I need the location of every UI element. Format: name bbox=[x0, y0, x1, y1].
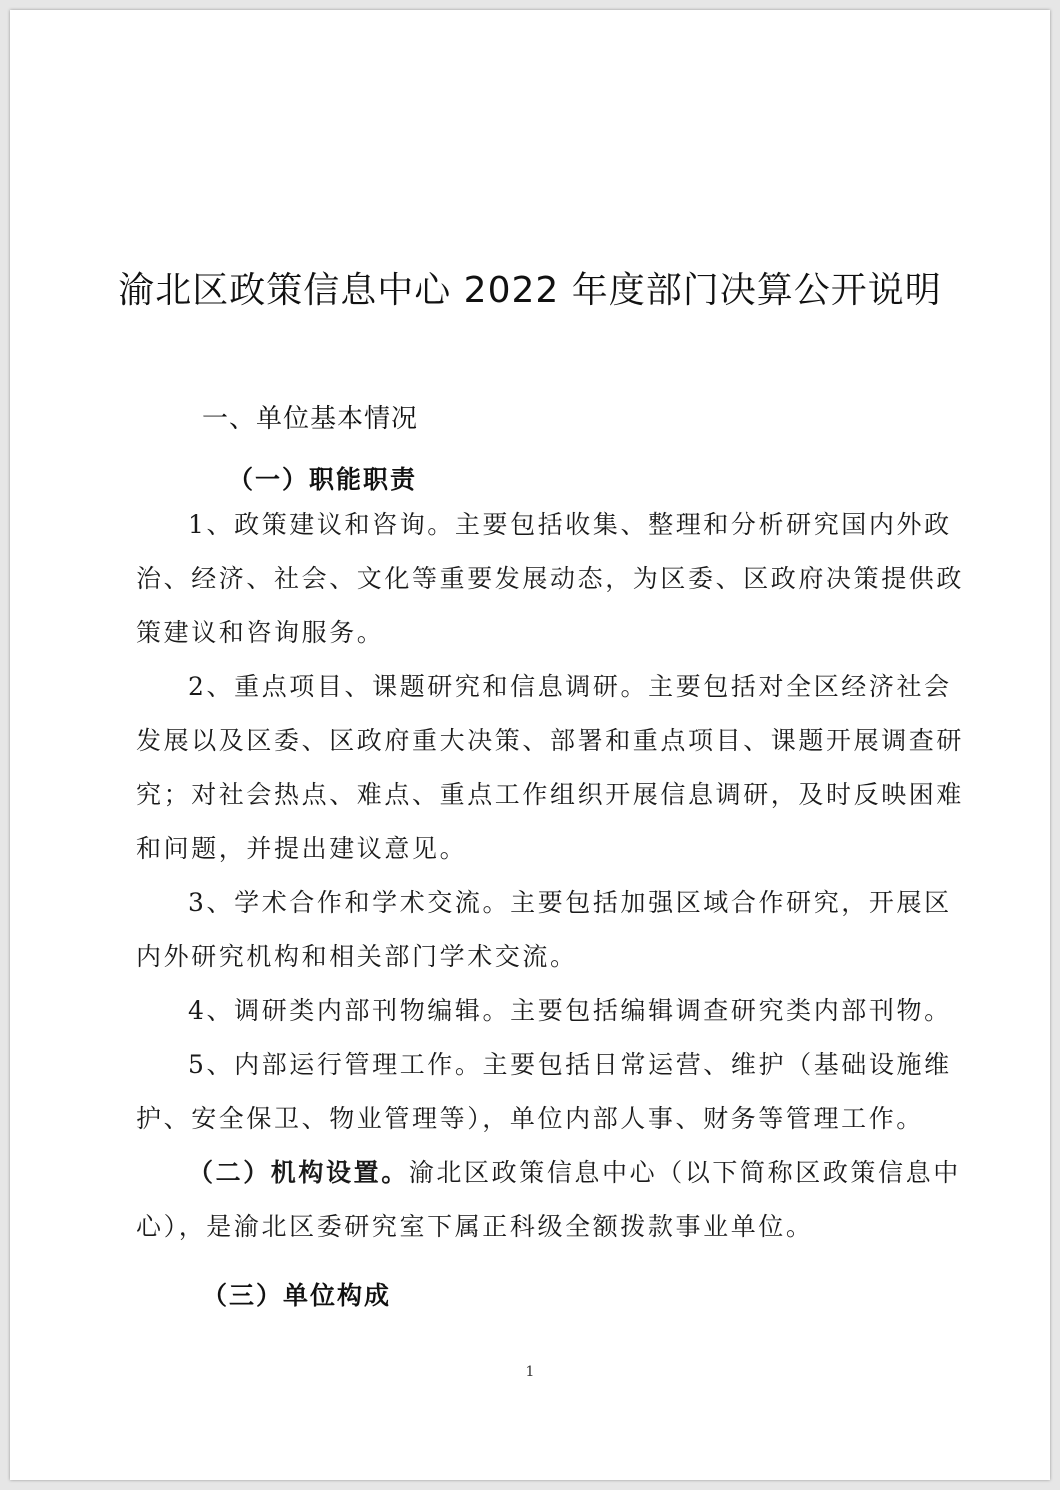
subsection-heading-functions: （一）职能职责 bbox=[228, 465, 418, 494]
paragraph-function-5: 5、内部运行管理工作。主要包括日常运营、维护（基础设施维护、安全保卫、物业管理等），单位内部人事、财务等管理工作。 bbox=[136, 1050, 952, 1133]
paragraph-function-4: 4、调研类内部刊物编辑。主要包括编辑调查研究类内部刊物。 bbox=[188, 996, 952, 1025]
section-heading-basic-info: 一、单位基本情况 bbox=[202, 404, 419, 434]
page-title: 渝北区政策信息中心 2022 年度部门决算公开说明 bbox=[118, 270, 942, 311]
paragraph-organization bbox=[136, 1146, 976, 1254]
paragraph-function-3: 3、学术合作和学术交流。主要包括加强区域合作研究，开展区内外研究机构和相关部门学术交流。 bbox=[136, 888, 952, 971]
paragraph-function-1: 1、政策建议和咨询。主要包括收集、整理和分析研究国内外政治、经济、社会、文化等重要发展动态，为区委、区政府决策提供政策建议和咨询服务。 bbox=[136, 510, 965, 647]
paragraph-function-2: 2、重点项目、课题研究和信息调研。主要包括对全区经济社会发展以及区委、区政府重大决策、部署和重点项目、课题开展调查研究；对社会热点、难点、重点工作组织开展信息调研，及时反映困难和问题，并提出建议意见。 bbox=[136, 672, 965, 863]
document-page bbox=[10, 10, 1050, 1480]
subsection-heading-organization: （二）机构设置。 bbox=[188, 1158, 409, 1187]
organization-text: 渝北区政策信息中心（以下简称区政策信息中心），是渝北区委研究室下属正科级全额拨款事业单位。 bbox=[136, 1158, 961, 1241]
page-number: 1 bbox=[525, 1364, 535, 1380]
subsection-heading-composition: （三）单位构成 bbox=[202, 1281, 392, 1310]
